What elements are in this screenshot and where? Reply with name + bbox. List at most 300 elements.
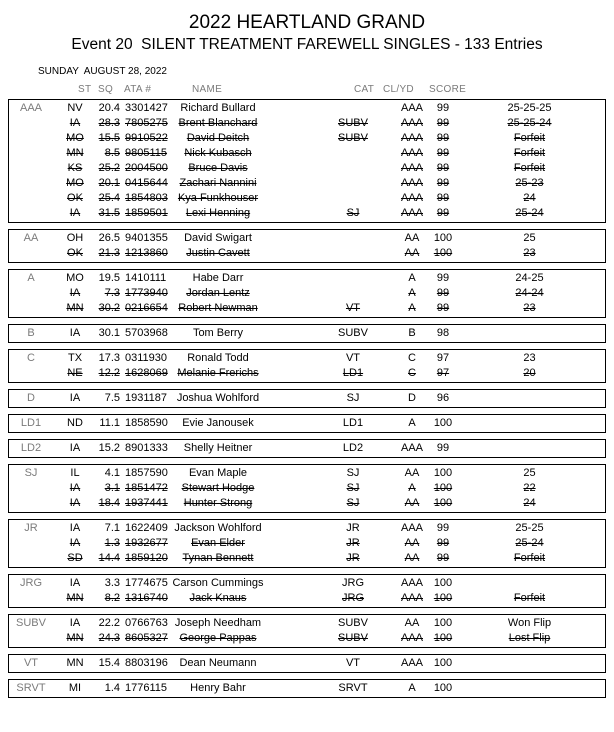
cell-name: Zachari Nannini	[179, 177, 257, 189]
class-group-ld1	[8, 414, 606, 433]
cell-category	[314, 191, 392, 206]
column-header-score: SCORE	[429, 84, 467, 95]
column-header-name: NAME	[192, 84, 223, 95]
cell-name: Tynan Bennett	[182, 552, 254, 564]
cell-ata-number: 1857590	[125, 467, 168, 479]
cell-score: 99	[436, 287, 450, 299]
cell-category	[314, 146, 392, 161]
cell-state: MO	[66, 177, 84, 189]
cell-ata-number: 1851472	[125, 482, 168, 494]
class-group-label	[9, 551, 53, 566]
class-group-label: SJ	[24, 467, 38, 479]
cell-state: OK	[67, 247, 83, 259]
class-group-aa	[8, 229, 606, 263]
cell-spacer	[266, 101, 314, 116]
table-row	[9, 631, 605, 646]
cell-detail-score: 25-25	[515, 522, 544, 534]
class-group-label	[9, 116, 53, 131]
cell-detail-score: 20	[523, 367, 536, 379]
table-row	[9, 441, 605, 456]
class-group-label	[9, 366, 53, 381]
cell-state: IA	[69, 392, 81, 404]
table-row	[9, 246, 605, 261]
cell-class-yardage: A	[408, 272, 416, 284]
cell-name: Richard Bullard	[180, 102, 256, 114]
cell-name: Joshua Wohlford	[176, 392, 260, 404]
cell-ata-number: 5703968	[125, 327, 168, 339]
cell-ata-number: 1776115	[125, 682, 168, 694]
cell-class-yardage: AA	[404, 232, 420, 244]
cell-score: 100	[433, 232, 453, 244]
cell-state: IA	[69, 497, 81, 509]
class-group-label: LD2	[20, 442, 42, 454]
class-group-sj	[8, 464, 606, 513]
cell-ata-number: 1622409	[125, 522, 168, 534]
cell-class-yardage: B	[408, 327, 416, 339]
cell-squad: 15.5	[98, 132, 120, 144]
cell-state: MN	[66, 592, 84, 604]
cell-class-yardage: AAA	[400, 632, 423, 644]
cell-class-yardage: AAA	[400, 102, 423, 114]
table-row	[9, 496, 605, 511]
cell-detail-score: 23	[523, 352, 536, 364]
cell-detail-score: Forfeit	[513, 162, 546, 174]
cell-class-yardage: AAA	[400, 132, 423, 144]
table-row	[9, 656, 605, 671]
cell-spacer	[266, 146, 314, 161]
cell-class-yardage: A	[408, 482, 416, 494]
column-header-state: ST	[78, 84, 92, 95]
class-group-ld2	[8, 439, 606, 458]
table-row	[9, 116, 605, 131]
cell-spacer	[266, 496, 314, 511]
cell-spacer	[266, 656, 314, 671]
cell-detail-score: 25-24	[515, 537, 544, 549]
class-group-label: SUBV	[16, 617, 46, 629]
cell-class-yardage: AAA	[400, 162, 423, 174]
column-header-category: CAT	[354, 84, 375, 95]
cell-state: MN	[66, 302, 84, 314]
table-row	[9, 521, 605, 536]
table-row	[9, 576, 605, 591]
cell-state: IA	[69, 287, 81, 299]
cell-state: IA	[69, 522, 81, 534]
class-group-label	[9, 301, 53, 316]
cell-detail-score: 25-23	[515, 177, 544, 189]
cell-score: 99	[436, 192, 450, 204]
cell-ata-number: 8803196	[125, 657, 168, 669]
cell-name: Evan Elder	[191, 537, 245, 549]
table-row	[9, 176, 605, 191]
cell-score: 100	[433, 592, 453, 604]
cell-class-yardage: AAA	[400, 442, 423, 454]
cell-state: NV	[67, 102, 83, 114]
cell-category: SUBV	[338, 117, 368, 129]
cell-category: LD1	[342, 417, 364, 429]
cell-name: George Pappas	[179, 632, 257, 644]
class-group-c	[8, 349, 606, 383]
cell-squad: 24.3	[98, 632, 120, 644]
cell-name: Tom Berry	[192, 327, 244, 339]
class-group-label	[9, 131, 53, 146]
cell-name: Shelly Heitner	[183, 442, 253, 454]
cell-state: MN	[66, 147, 84, 159]
class-group-label	[9, 191, 53, 206]
cell-detail-score: Lost Flip	[508, 632, 551, 644]
cell-name: Joseph Needham	[174, 617, 262, 629]
cell-score: 100	[433, 617, 453, 629]
cell-squad: 25.4	[98, 192, 120, 204]
cell-spacer	[266, 161, 314, 176]
table-row	[9, 551, 605, 566]
cell-spacer	[266, 591, 314, 606]
cell-squad: 11.1	[99, 417, 120, 429]
class-group-label: VT	[23, 657, 39, 669]
cell-ata-number: 1859120	[125, 552, 168, 564]
cell-category: VT	[345, 352, 361, 364]
cell-score: 97	[436, 352, 450, 364]
cell-detail-score: 25-25-24	[507, 117, 552, 129]
class-group-label: D	[27, 392, 35, 404]
cell-spacer	[266, 176, 314, 191]
cell-state: IA	[69, 207, 81, 219]
cell-name: Evan Maple	[188, 467, 248, 479]
cell-score: 99	[436, 147, 450, 159]
cell-class-yardage: AAA	[400, 522, 423, 534]
cell-class-yardage: AA	[404, 537, 420, 549]
cell-spacer	[266, 326, 314, 341]
cell-detail-score	[454, 326, 605, 341]
cell-class-yardage: AA	[404, 467, 420, 479]
cell-score: 100	[433, 657, 453, 669]
cell-squad: 22.2	[98, 617, 120, 629]
cell-category: LD1	[342, 367, 364, 379]
cell-name: Ronald Todd	[187, 352, 249, 364]
class-group-label: C	[27, 352, 35, 364]
cell-category: SJ	[346, 497, 360, 509]
cell-name: David Deitch	[186, 132, 250, 144]
table-row	[9, 301, 605, 316]
table-row	[9, 271, 605, 286]
cell-ata-number: 8901333	[125, 442, 168, 454]
class-group-b	[8, 324, 606, 343]
cell-name: Habe Darr	[192, 272, 244, 284]
cell-category: SJ	[346, 392, 360, 404]
cell-name: Carson Cummings	[172, 577, 264, 589]
cell-spacer	[266, 351, 314, 366]
cell-detail-score: 23	[523, 302, 536, 314]
cell-squad: 18.4	[98, 497, 120, 509]
cell-category: JRG	[342, 577, 364, 589]
cell-class-yardage: AA	[404, 552, 420, 564]
cell-spacer	[266, 271, 314, 286]
cell-ata-number: 2004500	[125, 162, 168, 174]
table-row	[9, 536, 605, 551]
class-group-label	[9, 536, 53, 551]
cell-score: 99	[436, 272, 450, 284]
class-group-label: B	[27, 327, 35, 339]
cell-squad: 12.2	[98, 367, 120, 379]
cell-state: IA	[69, 327, 81, 339]
cell-squad: 19.5	[98, 272, 120, 284]
class-group-label	[9, 631, 53, 646]
cell-squad: 30.2	[98, 302, 120, 314]
cell-squad: 26.5	[98, 232, 120, 244]
cell-score: 100	[433, 497, 453, 509]
class-group-d	[8, 389, 606, 408]
cell-detail-score: 25	[523, 467, 536, 479]
cell-category: JR	[346, 552, 360, 564]
cell-spacer	[266, 131, 314, 146]
table-row	[9, 326, 605, 341]
cell-score: 100	[433, 682, 453, 694]
cell-spacer	[266, 416, 314, 431]
cell-class-yardage: A	[408, 287, 416, 299]
cell-category: VT	[345, 657, 361, 669]
column-header-row	[0, 84, 614, 97]
cell-squad: 20.1	[98, 177, 120, 189]
cell-name: Bruce Davis	[188, 162, 248, 174]
cell-score: 100	[433, 632, 453, 644]
cell-squad: 3.1	[104, 482, 120, 494]
cell-name: Evie Janousek	[182, 417, 254, 429]
cell-detail-score	[454, 576, 605, 591]
cell-category: SUBV	[338, 132, 368, 144]
cell-ata-number: 1316740	[125, 592, 168, 604]
class-group-label: SRVT	[16, 682, 46, 694]
cell-ata-number: 8605327	[125, 632, 168, 644]
cell-detail-score: Forfeit	[513, 147, 546, 159]
cell-class-yardage: AAA	[400, 657, 423, 669]
cell-category	[314, 176, 392, 191]
cell-ata-number: 1937441	[125, 497, 168, 509]
cell-category: SUBV	[338, 632, 368, 644]
class-group-jrg	[8, 574, 606, 608]
table-row	[9, 191, 605, 206]
cell-detail-score	[454, 416, 605, 431]
cell-squad: 8.2	[104, 592, 120, 604]
class-group-subv	[8, 614, 606, 648]
cell-squad: 3.3	[104, 577, 120, 589]
cell-detail-score: Forfeit	[513, 132, 546, 144]
cell-ata-number: 1773940	[125, 287, 168, 299]
cell-squad: 7.5	[104, 392, 120, 404]
cell-state: OK	[67, 192, 83, 204]
cell-spacer	[266, 301, 314, 316]
cell-score: 99	[436, 537, 450, 549]
cell-name: Stewart Hodge	[181, 482, 255, 494]
cell-spacer	[266, 366, 314, 381]
cell-category: SJ	[346, 482, 360, 494]
class-group-label: AAA	[19, 102, 42, 114]
cell-score: 100	[433, 467, 453, 479]
cell-detail-score: Forfeit	[513, 592, 546, 604]
cell-squad: 15.4	[98, 657, 120, 669]
cell-name: Melanie Frerichs	[177, 367, 259, 379]
cell-squad: 14.4	[98, 552, 120, 564]
cell-detail-score: 24-24	[515, 287, 544, 299]
table-row	[9, 146, 605, 161]
cell-category: JR	[346, 537, 360, 549]
table-row	[9, 481, 605, 496]
cell-state: TX	[67, 352, 83, 364]
cell-name: Lexi Henning	[185, 207, 251, 219]
cell-state: OH	[66, 232, 84, 244]
class-group-jr	[8, 519, 606, 568]
cell-score: 99	[436, 522, 450, 534]
cell-class-yardage: AA	[404, 247, 420, 259]
cell-ata-number: 7805275	[125, 117, 168, 129]
class-group-label: AA	[23, 232, 39, 244]
cell-category	[314, 161, 392, 176]
cell-detail-score: 24	[523, 192, 536, 204]
cell-name: Jackson Wohlford	[174, 522, 262, 534]
class-group-label	[9, 246, 53, 261]
cell-score: 99	[436, 442, 450, 454]
class-group-label	[9, 481, 53, 496]
table-row	[9, 286, 605, 301]
cell-category: JRG	[342, 592, 364, 604]
table-row	[9, 161, 605, 176]
cell-detail-score	[454, 656, 605, 671]
cell-score: 96	[436, 392, 450, 404]
cell-spacer	[266, 536, 314, 551]
table-row	[9, 366, 605, 381]
cell-name: Jack Knaus	[189, 592, 247, 604]
table-row	[9, 616, 605, 631]
class-group-vt	[8, 654, 606, 673]
cell-state: ND	[67, 417, 83, 429]
class-group-label: A	[27, 272, 35, 284]
cell-spacer	[266, 631, 314, 646]
cell-state: MI	[68, 682, 82, 694]
cell-ata-number: 1859501	[125, 207, 168, 219]
cell-class-yardage: AAA	[400, 577, 423, 589]
column-header-class-yardage: CL/YD	[383, 84, 414, 95]
cell-class-yardage: AA	[404, 497, 420, 509]
cell-score: 100	[433, 247, 453, 259]
cell-class-yardage: A	[408, 302, 416, 314]
cell-ata-number: 1774675	[125, 577, 168, 589]
cell-class-yardage: AAA	[400, 177, 423, 189]
cell-category: SJ	[346, 207, 360, 219]
cell-class-yardage: AAA	[400, 147, 423, 159]
class-group-label: JRG	[20, 577, 42, 589]
cell-state: IA	[69, 482, 81, 494]
cell-ata-number: 0766763	[125, 617, 168, 629]
cell-squad: 20.4	[98, 102, 120, 114]
cell-spacer	[266, 231, 314, 246]
page-title: 2022 HEARTLAND GRAND	[188, 12, 426, 33]
cell-category: LD2	[342, 442, 364, 454]
cell-ata-number: 1213860	[125, 247, 168, 259]
class-group-a	[8, 269, 606, 318]
cell-spacer	[266, 481, 314, 496]
cell-category: JR	[346, 522, 360, 534]
cell-score: 100	[433, 577, 453, 589]
cell-class-yardage: AA	[404, 617, 420, 629]
cell-score: 99	[436, 207, 450, 219]
cell-ata-number: 1628069	[125, 367, 168, 379]
table-row	[9, 466, 605, 481]
cell-detail-score: Forfeit	[513, 552, 546, 564]
cell-ata-number: 9910522	[125, 132, 168, 144]
cell-state: MN	[66, 657, 84, 669]
class-group-label: LD1	[20, 417, 42, 429]
cell-ata-number: 0216654	[125, 302, 168, 314]
cell-detail-score: 24-25	[515, 272, 544, 284]
cell-detail-score: 23	[523, 247, 536, 259]
cell-category	[314, 231, 392, 246]
cell-spacer	[266, 391, 314, 406]
cell-score: 99	[436, 552, 450, 564]
cell-state: IA	[69, 577, 81, 589]
cell-squad: 31.5	[98, 207, 120, 219]
cell-detail-score: 25-24	[515, 207, 544, 219]
cell-spacer	[266, 616, 314, 631]
cell-ata-number: 3301427	[125, 102, 168, 114]
cell-ata-number: 1858590	[125, 417, 168, 429]
cell-squad: 7.3	[104, 287, 120, 299]
cell-squad: 4.1	[104, 467, 120, 479]
column-header-squad: SQ	[98, 84, 114, 95]
cell-detail-score: 25-25-25	[507, 102, 552, 114]
cell-squad: 21.3	[98, 247, 120, 259]
class-group-aaa	[8, 99, 606, 223]
cell-squad: 8.5	[104, 147, 120, 159]
event-date: SUNDAY AUGUST 28, 2022	[38, 66, 167, 77]
class-group-label	[9, 146, 53, 161]
cell-name: Justin Cavett	[186, 247, 250, 259]
cell-squad: 17.3	[98, 352, 120, 364]
cell-score: 99	[436, 302, 450, 314]
cell-detail-score: Won Flip	[507, 617, 552, 629]
class-group-label	[9, 496, 53, 511]
cell-ata-number: 9805115	[125, 147, 168, 159]
cell-ata-number: 1854803	[125, 192, 168, 204]
cell-category	[314, 246, 392, 261]
cell-class-yardage: C	[408, 367, 416, 379]
cell-ata-number: 9401355	[125, 232, 168, 244]
cell-state: IL	[70, 467, 80, 479]
cell-state: IA	[69, 442, 81, 454]
cell-category: SRVT	[338, 682, 368, 694]
cell-spacer	[266, 466, 314, 481]
cell-detail-score: 24	[523, 497, 536, 509]
table-row	[9, 231, 605, 246]
cell-score: 98	[436, 327, 450, 339]
cell-spacer	[266, 206, 314, 221]
results-table	[0, 99, 614, 698]
cell-spacer	[266, 286, 314, 301]
cell-category: SJ	[346, 467, 360, 479]
cell-detail-score: 25	[523, 232, 536, 244]
cell-name: Robert Newman	[178, 302, 258, 314]
cell-squad: 25.2	[98, 162, 120, 174]
table-row	[9, 391, 605, 406]
cell-name: Brent Blanchard	[178, 117, 258, 129]
cell-spacer	[266, 521, 314, 536]
cell-spacer	[266, 116, 314, 131]
cell-category: VT	[345, 302, 361, 314]
cell-name: Henry Bahr	[190, 682, 246, 694]
class-group-label	[9, 286, 53, 301]
cell-state: SD	[67, 552, 83, 564]
cell-class-yardage: AAA	[400, 117, 423, 129]
class-group-label	[9, 161, 53, 176]
event-subtitle: Event 20 SILENT TREATMENT FAREWELL SINGLES - 133 Entries	[71, 36, 543, 53]
cell-detail-score	[454, 391, 605, 406]
